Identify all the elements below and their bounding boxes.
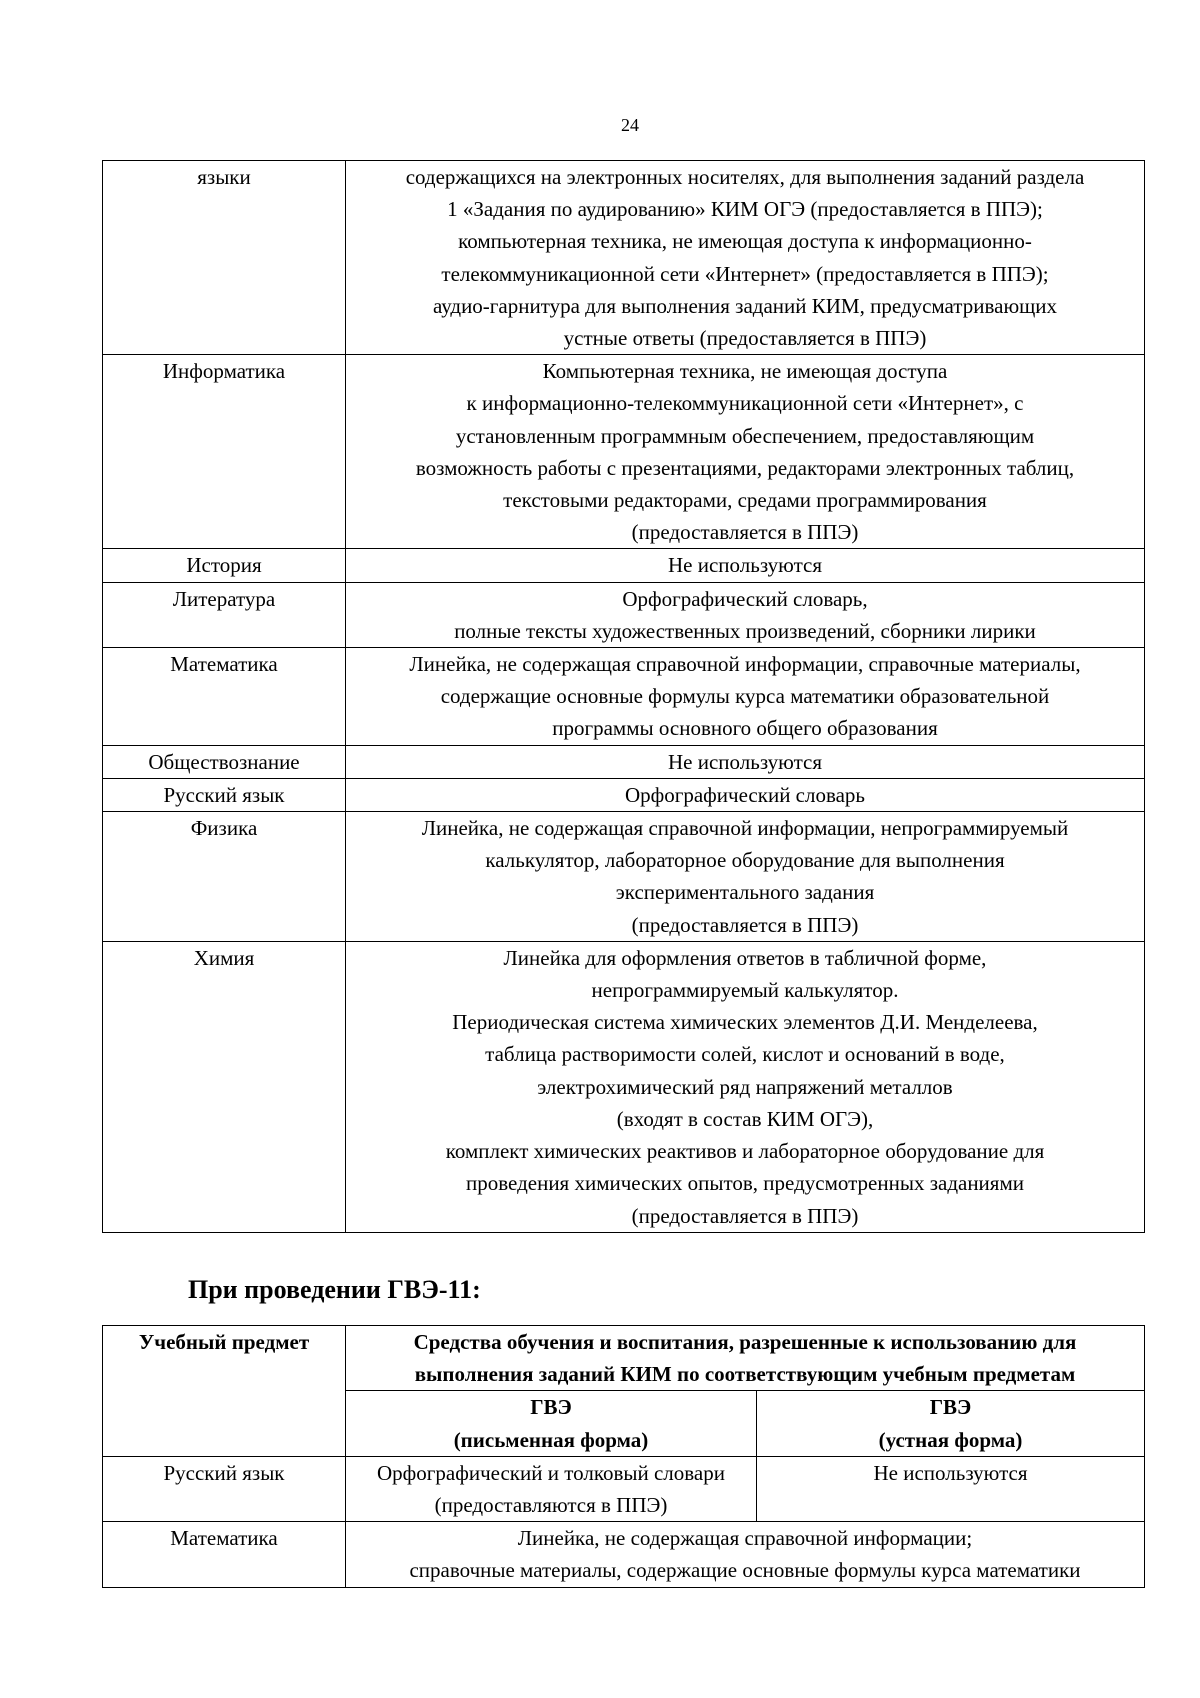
header-means-line: выполнения заданий КИМ по соответствующим учебным предметам xyxy=(414,1362,1076,1387)
subject-cell xyxy=(103,355,346,549)
means-cell xyxy=(346,648,1145,746)
means-line: Не используются xyxy=(668,553,822,578)
subject-cell xyxy=(103,1456,346,1521)
means-line: (входят в состав КИМ ОГЭ), xyxy=(616,1106,874,1131)
header-means-cell xyxy=(346,1326,1145,1391)
subject-cell xyxy=(103,941,346,1232)
means-cell xyxy=(346,355,1145,549)
subject-name: Информатика xyxy=(162,359,286,384)
table-row xyxy=(103,1522,1145,1587)
subject-name: Русский язык xyxy=(163,782,285,807)
means-line: Линейка, не содержащая справочной информации, справочные материалы, xyxy=(409,652,1081,677)
means-line: текстовыми редакторами, средами программирования xyxy=(503,488,987,513)
means-line: Периодическая система химических элементов Д.И. Менделеева, xyxy=(452,1010,1038,1035)
means-line: Орфографический словарь, xyxy=(622,586,868,611)
means-line: Орфографический и толковый словари xyxy=(377,1460,725,1485)
means-cell xyxy=(346,778,1145,811)
subject-name: Химия xyxy=(193,945,255,970)
school-means-table xyxy=(102,160,1145,1233)
means-cell xyxy=(346,161,1145,355)
header-written-line: (письменная форма) xyxy=(453,1427,649,1452)
subject-name: Математика xyxy=(170,1526,278,1551)
table-row xyxy=(103,549,1145,582)
header-written-cell xyxy=(346,1391,757,1456)
means-cell xyxy=(346,812,1145,942)
subject-cell xyxy=(103,648,346,746)
subject-cell xyxy=(103,1522,346,1587)
subject-cell xyxy=(103,549,346,582)
means-line: аудио-гарнитура для выполнения заданий КИМ, предусматривающих xyxy=(432,293,1058,318)
table-row xyxy=(103,778,1145,811)
subject-cell xyxy=(103,582,346,647)
header-oral-line: (устная форма) xyxy=(878,1427,1023,1452)
table-row xyxy=(103,745,1145,778)
gve-11-table-body xyxy=(103,1326,1145,1588)
header-written-line: ГВЭ xyxy=(530,1395,572,1420)
means-line: (предоставляется в ППЭ) xyxy=(631,1203,859,1228)
subject-name: Математика xyxy=(170,652,278,677)
means-line: проведения химических опытов, предусмотренных заданиями xyxy=(466,1171,1024,1196)
means-line: установленным программным обеспечением, предоставляющим xyxy=(455,423,1035,448)
written-means-cell xyxy=(346,1456,757,1521)
means-line: к информационно-телекоммуникационной сети «Интернет», с xyxy=(466,391,1024,416)
table-row xyxy=(103,941,1145,1232)
means-line: Компьютерная техника, не имеющая доступа xyxy=(542,359,948,384)
means-cell xyxy=(346,582,1145,647)
subject-name: Обществознание xyxy=(148,749,300,774)
subject-name: Литература xyxy=(172,586,276,611)
header-subject-cell xyxy=(103,1326,346,1457)
means-line: телекоммуникационной сети «Интернет» (предоставляется в ППЭ); xyxy=(441,261,1049,286)
means-line: Линейка для оформления ответов в табличной форме, xyxy=(503,945,987,970)
means-line: справочные материалы, содержащие основные формулы курса математики xyxy=(409,1558,1081,1583)
subject-name: Русский язык xyxy=(163,1460,285,1485)
subject-name: Физика xyxy=(190,816,258,841)
means-line: компьютерная техника, не имеющая доступа к информационно- xyxy=(458,229,1032,254)
header-subject-label: Учебный предмет xyxy=(138,1330,310,1354)
means-line: (предоставляются в ППЭ) xyxy=(434,1493,668,1518)
means-line: 1 «Задания по аудированию» КИМ ОГЭ (предоставляется в ППЭ); xyxy=(447,197,1043,222)
means-cell xyxy=(346,745,1145,778)
means-line: таблица растворимости солей, кислот и оснований в воде, xyxy=(485,1042,1005,1067)
table-row xyxy=(103,355,1145,549)
subject-cell xyxy=(103,161,346,355)
gve-header-row xyxy=(103,1326,1145,1391)
means-line: Орфографический словарь xyxy=(624,782,866,807)
table-row xyxy=(103,582,1145,647)
means-line: экспериментального задания xyxy=(615,880,875,905)
means-cell xyxy=(346,941,1145,1232)
means-line: Линейка, не содержащая справочной информации, непрограммируемый xyxy=(421,816,1069,841)
means-line: устные ответы (предоставляется в ППЭ) xyxy=(563,326,927,351)
page-number: 24 xyxy=(621,115,639,135)
subject-name: языки xyxy=(197,165,251,189)
table-row xyxy=(103,1456,1145,1521)
means-line: Не используются xyxy=(873,1460,1028,1485)
header-oral-cell xyxy=(757,1391,1145,1456)
means-cell xyxy=(346,1522,1145,1587)
means-line: (предоставляется в ППЭ) xyxy=(631,912,859,937)
school-means-table-body xyxy=(103,161,1145,1233)
section-title: При проведении ГВЭ-11: xyxy=(188,1275,481,1304)
gve-11-table xyxy=(102,1325,1145,1588)
means-line: полные тексты художественных произведений, сборники лирики xyxy=(454,618,1036,643)
means-line: Не используются xyxy=(668,749,822,774)
oral-means-cell xyxy=(757,1456,1145,1521)
means-cell xyxy=(346,549,1145,582)
header-means-line: Средства обучения и воспитания, разрешенные к использованию для xyxy=(413,1330,1077,1354)
means-line: содержащихся на электронных носителях, для выполнения заданий раздела xyxy=(405,165,1085,189)
means-line: возможность работы с презентациями, редакторами электронных таблиц, xyxy=(415,455,1075,480)
subject-cell xyxy=(103,778,346,811)
table-row xyxy=(103,161,1145,355)
means-line: (предоставляется в ППЭ) xyxy=(631,520,859,545)
means-line: Линейка, не содержащая справочной информации; xyxy=(517,1526,973,1551)
table-row xyxy=(103,648,1145,746)
means-line: калькулятор, лабораторное оборудование для выполнения xyxy=(485,848,1005,873)
means-line: электрохимический ряд напряжений металлов xyxy=(537,1074,953,1099)
header-oral-line: ГВЭ xyxy=(929,1395,972,1420)
subject-cell xyxy=(103,745,346,778)
subject-cell xyxy=(103,812,346,942)
subject-name: История xyxy=(186,553,262,578)
means-line: комплект химических реактивов и лабораторное оборудование для xyxy=(445,1139,1045,1164)
table-row xyxy=(103,812,1145,942)
means-line: программы основного общего образования xyxy=(552,716,938,741)
means-line: непрограммируемый калькулятор. xyxy=(591,978,899,1003)
means-line: содержащие основные формулы курса математики образовательной xyxy=(440,684,1050,709)
